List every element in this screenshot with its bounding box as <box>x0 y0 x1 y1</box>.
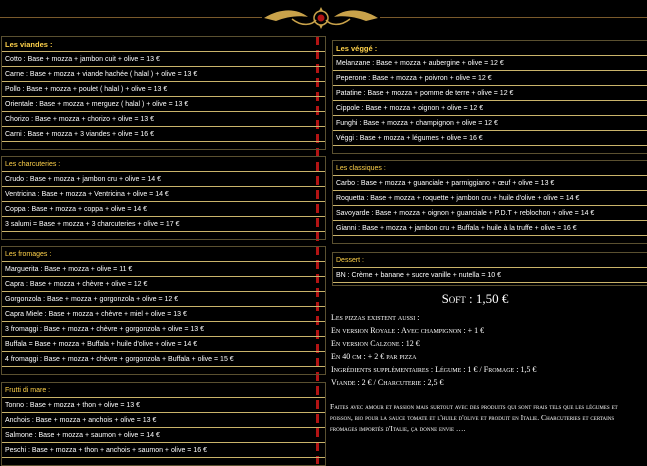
section-classiques <box>332 160 647 244</box>
menu-item: Buffala = Base + mozza + Buffala + huile d'olive + olive = 14 € <box>2 337 325 352</box>
section-title: Les classiques : <box>333 161 647 176</box>
menu-item: Funghi : Base + mozza + champignon + olive = 12 € <box>333 116 647 131</box>
section-title: Les charcuteries : <box>2 157 325 172</box>
menu-item: Carbo : Base + mozza + guanciale + parmiggiano + œuf + olive = 13 € <box>333 176 647 191</box>
menu-item: Véggi : Base + mozza + légumes + olive = 16 € <box>333 131 647 146</box>
menu-item: Ventricina : Base + mozza + Ventricina + olive = 14 € <box>2 187 325 202</box>
footer-paragraph: Faites avec amour et passion mais surtout avec des produits qui sont frais tels que les légumes et poisson, bio pour la sauce tomate et l'huile d'olive et produit en Italie. Charcuteries et certains fromages importés d'Italie, ça donne envie …. <box>330 402 618 433</box>
top-rule-right <box>380 17 647 18</box>
menu-item: Pollo : Base + mozza + poulet ( halal ) + olive = 13 € <box>2 82 325 97</box>
menu-item: Chorizo : Base + mozza + chorizo + olive = 13 € <box>2 112 325 127</box>
menu-item: Coppa : Base + mozza + coppa + olive = 14 € <box>2 202 325 217</box>
menu-item: Roquetta : Base + mozza + roquette + jambon cru + huile d'olive + olive = 14 € <box>333 191 647 206</box>
menu-item: Capra Miele : Base + mozza + chèvre + miel + olive = 13 € <box>2 307 325 322</box>
section-frutti-di-mare <box>1 382 326 466</box>
menu-item: Patatine : Base + mozza + pomme de terre + olive = 12 € <box>333 86 647 101</box>
section-viandes <box>1 36 326 150</box>
menu-item: Tonno : Base + mozza + thon + olive = 13 € <box>2 398 325 413</box>
menu-item: Carni : Base + mozza + 3 viandes + olive = 16 € <box>2 127 325 142</box>
top-rule-left <box>0 17 262 18</box>
info-line: Viande : 2 € / Charcuterie : 2,5 € <box>331 378 444 387</box>
section-dessert <box>332 252 647 286</box>
menu-item: Crudo : Base + mozza + jambon cru + olive = 14 € <box>2 172 325 187</box>
section-title: Les viandes : <box>2 37 325 52</box>
section-vegge <box>332 40 647 154</box>
menu-item: 4 fromaggi : Base + mozza + chèvre + gorgonzola + Buffala + olive = 15 € <box>2 352 325 367</box>
menu-item: Melanzane : Base + mozza + aubergine + olive = 12 € <box>333 56 647 71</box>
section-title: Les fromages : <box>2 247 325 262</box>
menu-item: Anchois : Base + mozza + anchois + olive = 13 € <box>2 413 325 428</box>
menu-item: Carne : Base + mozza + viande hachée ( halal ) + olive = 13 € <box>2 67 325 82</box>
menu-item: Cotto : Base + mozza + jambon cuit + olive = 13 € <box>2 52 325 67</box>
soft-price: Soft : 1,50 € <box>441 291 509 306</box>
info-line: Ingrédients supplémentaires : Légume : 1 € / Fromage : 1,5 € <box>331 365 537 374</box>
menu-item: Gorgonzola : Base + mozza + gorgonzola + olive = 12 € <box>2 292 325 307</box>
info-line: En version Royale : Avec champignon : + 1 € <box>331 326 485 335</box>
menu-item: Orientale : Base + mozza + merguez ( halal ) + olive = 13 € <box>2 97 325 112</box>
menu-item: Salmone : Base + mozza + saumon + olive = 14 € <box>2 428 325 443</box>
menu-item: Cippole : Base + mozza + oignon + olive = 12 € <box>333 101 647 116</box>
ornament-icon <box>262 5 380 31</box>
menu-item: 3 salumi = Base + mozza + 3 charcuteries + olive = 17 € <box>2 217 325 232</box>
info-line: En version Calzone : 12 € <box>331 339 420 348</box>
menu-item: Marguerita : Base + mozza + olive = 11 € <box>2 262 325 277</box>
menu-item: Savoyarde : Base + mozza + oignon + guanciale + P.D.T + reblochon + olive = 14 € <box>333 206 647 221</box>
section-fromages <box>1 246 326 375</box>
menu-item: Gianni : Base + mozza + jambon cru + Buffala + huile à la truffe + olive = 16 € <box>333 221 647 236</box>
menu-item: Peperone : Base + mozza + poivron + olive = 12 € <box>333 71 647 86</box>
menu-item: Peschi : Base + mozza + thon + anchois + saumon + olive = 16 € <box>2 443 325 458</box>
section-title: Les véggé : <box>333 41 647 56</box>
menu-item: BN : Crème + banane + sucre vanille + nutella = 10 € <box>333 268 647 283</box>
info-line: En 40 cm : + 2 € par pizza <box>331 352 417 361</box>
menu-item: 3 fromaggi : Base + mozza + chèvre + gorgonzola + olive = 13 € <box>2 322 325 337</box>
section-title: Frutti di mare : <box>2 383 325 398</box>
section-charcuteries <box>1 156 326 240</box>
section-title: Dessert : <box>333 253 647 268</box>
info-line: Les pizzas existent aussi : <box>331 313 420 322</box>
menu-item: Capra : Base + mozza + chèvre + olive = 12 € <box>2 277 325 292</box>
